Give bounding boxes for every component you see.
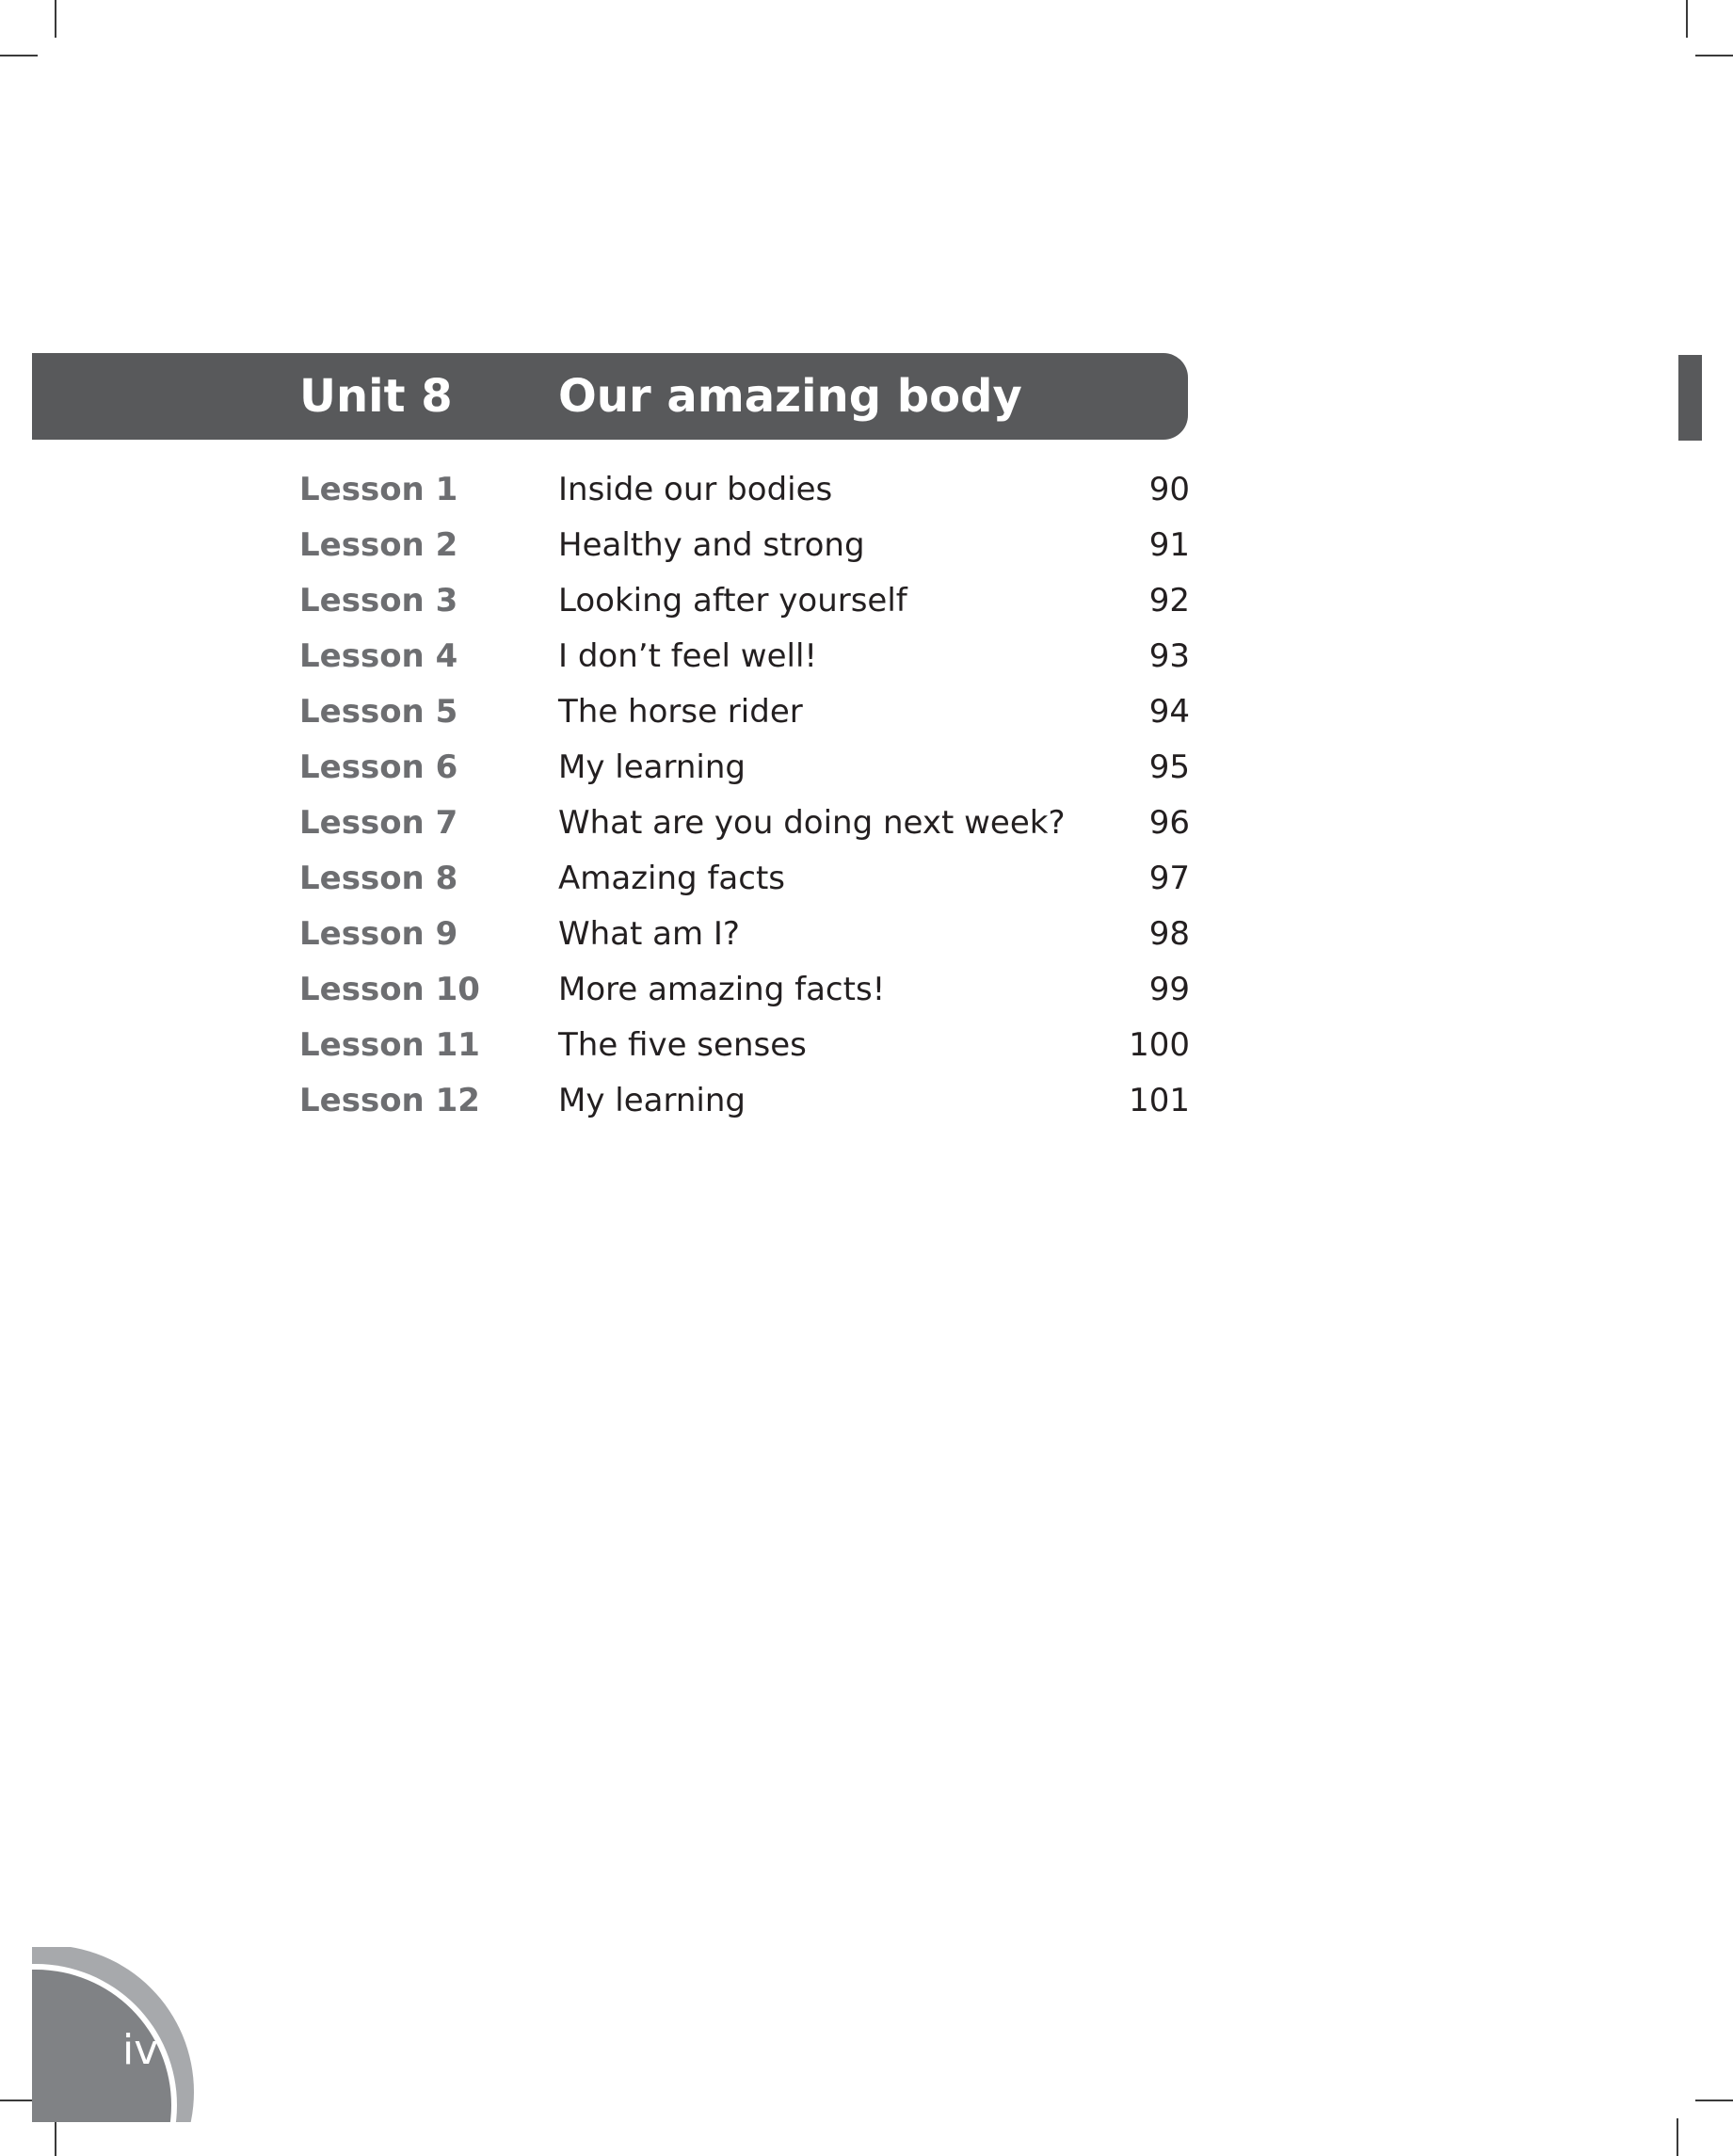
lesson-title: My learning bbox=[558, 748, 746, 786]
lesson-page: 93 bbox=[1148, 637, 1190, 675]
lesson-page: 96 bbox=[1148, 804, 1190, 842]
lesson-title: The horse rider bbox=[558, 693, 803, 731]
page-number: iv bbox=[122, 2026, 159, 2074]
crop-mark-bottom-right bbox=[1695, 2100, 1733, 2101]
lesson-title: What am I? bbox=[558, 915, 740, 953]
lesson-number: Lesson 5 bbox=[299, 693, 458, 731]
lesson-number: Lesson 11 bbox=[299, 1026, 480, 1064]
lesson-number: Lesson 6 bbox=[299, 748, 458, 786]
lesson-title: Looking after yourself bbox=[558, 582, 907, 619]
crop-mark-top-left bbox=[0, 55, 38, 56]
lesson-number: Lesson 3 bbox=[299, 582, 458, 619]
lesson-page: 92 bbox=[1148, 582, 1190, 619]
crop-mark-top-left bbox=[55, 0, 56, 38]
lesson-number: Lesson 1 bbox=[299, 471, 458, 508]
lesson-number: Lesson 10 bbox=[299, 971, 480, 1008]
lesson-row[interactable] bbox=[299, 522, 1190, 577]
lesson-number: Lesson 8 bbox=[299, 860, 458, 897]
unit-label: Unit 8 bbox=[299, 370, 453, 423]
unit-header-bar bbox=[32, 353, 1188, 440]
lesson-page: 101 bbox=[1129, 1082, 1190, 1119]
page-number-badge bbox=[32, 1947, 198, 2122]
lesson-row[interactable] bbox=[299, 744, 1190, 799]
lesson-page: 99 bbox=[1148, 971, 1190, 1008]
lesson-title: Healthy and strong bbox=[558, 526, 865, 564]
crop-mark-top-right bbox=[1686, 0, 1688, 38]
lesson-title: My learning bbox=[558, 1082, 746, 1119]
lesson-row[interactable] bbox=[299, 633, 1190, 688]
lesson-row[interactable] bbox=[299, 799, 1190, 855]
crop-mark-bottom-left bbox=[55, 2118, 56, 2156]
lesson-number: Lesson 12 bbox=[299, 1082, 480, 1119]
lesson-row[interactable] bbox=[299, 577, 1190, 633]
edge-tab-marker bbox=[1678, 355, 1702, 441]
lesson-row[interactable] bbox=[299, 1022, 1190, 1077]
lesson-row[interactable] bbox=[299, 688, 1190, 744]
lesson-title: The five senses bbox=[558, 1026, 807, 1064]
lesson-page: 100 bbox=[1129, 1026, 1190, 1064]
lesson-row[interactable] bbox=[299, 966, 1190, 1022]
lesson-page: 94 bbox=[1148, 693, 1190, 731]
lesson-number: Lesson 2 bbox=[299, 526, 458, 564]
lesson-row[interactable] bbox=[299, 910, 1190, 966]
lesson-row[interactable] bbox=[299, 855, 1190, 910]
lesson-page: 98 bbox=[1148, 915, 1190, 953]
lesson-title: Amazing facts bbox=[558, 860, 785, 897]
lesson-number: Lesson 4 bbox=[299, 637, 458, 675]
crop-mark-bottom-right bbox=[1677, 2118, 1678, 2156]
unit-title: Our amazing body bbox=[558, 370, 1022, 423]
lesson-row[interactable] bbox=[299, 466, 1190, 522]
lesson-title: Inside our bodies bbox=[558, 471, 833, 508]
lesson-row[interactable] bbox=[299, 1077, 1190, 1133]
lesson-number: Lesson 9 bbox=[299, 915, 458, 953]
lesson-title: What are you doing next week? bbox=[558, 804, 1066, 842]
lesson-page: 97 bbox=[1148, 860, 1190, 897]
lesson-page: 90 bbox=[1148, 471, 1190, 508]
lesson-number: Lesson 7 bbox=[299, 804, 458, 842]
crop-mark-top-right bbox=[1695, 55, 1733, 56]
lesson-title: I don’t feel well! bbox=[558, 637, 818, 675]
lesson-page: 91 bbox=[1148, 526, 1190, 564]
lesson-page: 95 bbox=[1148, 748, 1190, 786]
lesson-title: More amazing facts! bbox=[558, 971, 886, 1008]
lessons-list bbox=[299, 466, 1190, 1133]
